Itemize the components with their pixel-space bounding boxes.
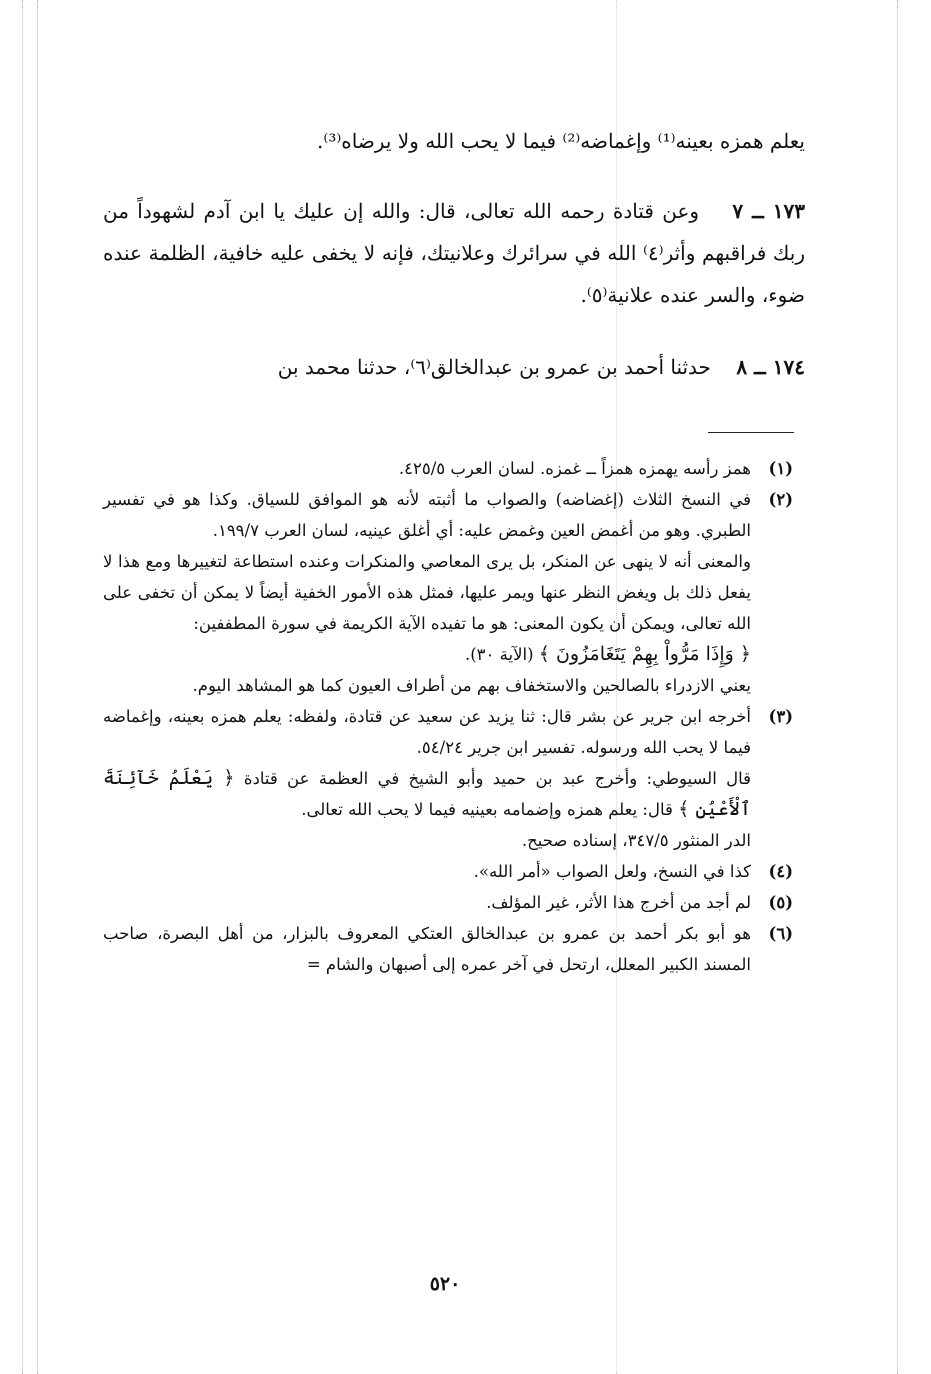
narration-173 (103, 190, 805, 316)
footnotes (103, 453, 793, 980)
text-line: يعلم همزه بعينه⁽¹⁾ وإغماضه⁽²⁾ فيما لا يحب الله ولا يرضاه⁽³⁾. (317, 129, 805, 153)
scan-artifact-line (37, 0, 38, 1374)
footnote-3 (103, 701, 793, 856)
narration-number: ١٧٤ ــ ٨ (736, 355, 805, 379)
footnote-text: والمعنى أنه لا ينهى عن المنكر، بل يرى المعاصي والمنكرات وعنده استطاعة لتغييرها ومع هذا لا يفعل ذلك بل ويغض النظر عنها ويمر عليها، فمثل هذه الأمور الخفية أيضاً لا يمكن أن تخفى على الله تعالى، ويمكن أن يكون المعنى: هو ما تفيده الآية الكريمة في سورة المطففين: (103, 552, 751, 633)
quran-citation (103, 639, 751, 670)
footnote-text: كذا في النسخ، ولعل الصواب «أمر الله». (473, 862, 751, 881)
footnote-text: الدر المنثور ٣٤٧/٥، إسناده صحيح. (521, 831, 751, 850)
footnote-text: في النسخ الثلاث (إغضاضه) والصواب ما أثبته لأنه هو الموافق للسياق. وكذا هو في تفسير الطبري. وهو من أغمض العين وغمض عليه: أي أغلق عينيه، لسان العرب ١٩٩/٧. (103, 490, 751, 540)
footnote-5 (103, 887, 793, 918)
footnote-marker: (٤) (768, 862, 793, 881)
verse-reference: (الآية ٣٠). (464, 645, 534, 664)
scan-artifact-line (22, 0, 23, 1374)
footnote-marker: (٥) (768, 893, 793, 912)
paragraph-173 (103, 190, 805, 316)
footnote-2 (103, 484, 793, 701)
footnote-marker: (٢) (768, 490, 793, 509)
footnote-marker: (١) (768, 459, 793, 478)
footnote-text: قال: يعلم همزه وإضمامه بعينيه فيما لا يحب الله تعالى. (301, 800, 673, 819)
narration-text: وعن قتادة رحمه الله تعالى، قال: والله إن عليك يا ابن آدم لشهوداً من ربك فراقبهم وأثر⁽٤⁾ الله في سرائرك وعلانيتك، فإنه لا يخفى عليه خافية، الظلمة عنده ضوء، والسر عنده علانية⁽٥⁾. (103, 199, 805, 307)
footnote-text: أخرجه ابن جرير عن بشر قال: ثنا يزيد عن سعيد عن قتادة، ولفظه: يعلم همزه بعينه، وإغماضه فيما لا يحب الله ورسوله. تفسير ابن جرير ٥٤/٢٤. (103, 707, 751, 757)
footnote-text: همز رأسه يهمزه همزاً ــ غمزه. لسان العرب ٤٢٥/٥. (398, 459, 751, 478)
paragraph-174 (103, 346, 805, 388)
footnote-text: هو أبو بكر أحمد بن عمرو بن عبدالخالق العتكي المعروف بالبزار، من أهل البصرة، صاحب المسند الكبير المعلل، ارتحل في آخر عمره إلى أصبهان والشام = (103, 924, 751, 974)
narration-174 (103, 346, 805, 388)
footnote-4 (103, 856, 793, 887)
footnote-separator (708, 432, 794, 433)
scan-artifact-line (897, 0, 898, 1374)
page-number: ٥٢٠ (429, 1273, 461, 1295)
footnote-text: يعني الازدراء بالصالحين والاستخفاف بهم من أطراف العيون كما هو المشاهد اليوم. (192, 676, 751, 695)
footnote-1 (103, 453, 793, 484)
footnote-6 (103, 918, 793, 980)
footnote-text: لم أجد من أخرج هذا الأثر، غير المؤلف. (486, 893, 751, 912)
footnote-marker: (٣) (768, 707, 793, 726)
main-text (103, 120, 805, 420)
footnote-marker: (٦) (768, 924, 793, 943)
footnote-text-with-verse (103, 763, 751, 825)
footnote-text: قال السيوطي: وأخرج عبد بن حميد وأبو الشيخ في العظمة عن قتادة (243, 769, 751, 788)
paragraph-continuation (103, 120, 805, 162)
narration-number: ١٧٣ ــ ٧ (732, 199, 805, 223)
quran-verse: ﴿ يَعْلَمُ خَآئِنَةَ ٱلْأَعْيُنِ ﴾ (103, 767, 751, 820)
narration-text: حدثنا أحمد بن عمرو بن عبدالخالق⁽٦⁾، حدثنا محمد بن (277, 355, 711, 379)
quran-verse: ﴿ وَإِذَا مَرُّواْ بِهِمْ يَتَغَامَزُونَ ﴾ (538, 643, 751, 665)
